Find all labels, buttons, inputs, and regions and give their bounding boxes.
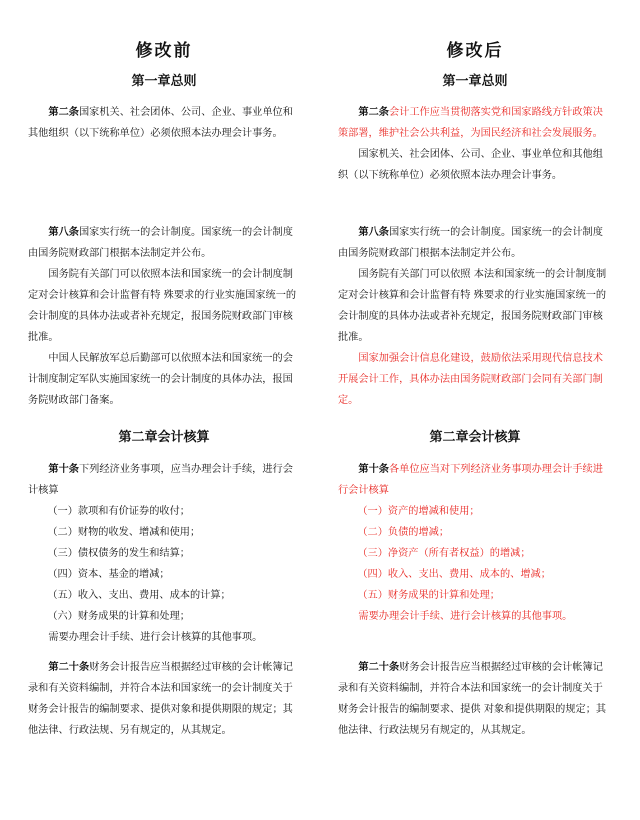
changed-text: 会计工作应当贯彻落实党和国家路线方针政策决策部署，维护社会公共利益，为国民经济和社会发展服务。 <box>338 107 603 139</box>
article-text: 国家实行统一的会计制度。国家统一的会计制度由国务院财政部门根据本法制定并公布。 <box>28 227 293 259</box>
article-label: 第十条 <box>358 463 389 475</box>
article-label: 第二十条 <box>358 661 400 673</box>
list-item: （四）资本、基金的增减； <box>47 569 170 580</box>
list-item: （二）财物的收发、增减和使用； <box>47 527 201 538</box>
changed-paragraph: 国家加强会计信息化建设，鼓励依法采用现代信息技术开展会计工作，具体办法由国务院财政部门会同有关部门制定。 <box>338 353 603 406</box>
before-article-2 <box>28 102 300 144</box>
list-item: （四）收入、支出、费用、成本的、增减； <box>357 569 551 580</box>
changed-text: 各单位应当对下列经济业务事项办理会计手续进行会计核算 <box>338 464 603 496</box>
article-text: 下列经济业务事项，应当办理会计手续，进行会计核算 <box>28 464 293 496</box>
before-article-10 <box>28 459 300 648</box>
article-paragraph: 需要办理会计手续、进行会计核算的其他事项。 <box>48 632 263 643</box>
before-chapter2-heading: 第二章会计核算 <box>118 430 210 445</box>
article-paragraph: 国家机关、社会团体、公司、企业、事业单位和其他组织（以下统称单位）必须依照本法办理会计事务。 <box>338 149 603 181</box>
after-article-20 <box>338 657 612 741</box>
article-paragraph: 中国人民解放军总后勤部可以依照本法和国家统一的会计制度制定军队实施国家统一的会计制度的具体办法，报国务院财政部门备案。 <box>28 353 293 406</box>
article-text: 财务会计报告应当根据经过审核的会计帐簿记录和有关资料编制，并符合本法和国家统一的会计制度关于财务会计报告的编制要求、提供对象和提供期限的规定；其他法律、行政法规、另有规定的，从其规定。 <box>28 662 293 736</box>
list-item: （一）资产的增减和使用； <box>357 506 480 517</box>
before-chapter1-heading: 第一章总则 <box>131 74 197 89</box>
list-item: （一）款项和有价证券的收付； <box>47 506 190 517</box>
after-article-10 <box>338 459 612 627</box>
article-label: 第十条 <box>48 463 79 475</box>
article-paragraph: 国务院有关部门可以依照本法和国家统一的会计制度制定对会计核算和会计监督有特 殊要求的行业实施国家统一的会计制度的具体办法或者补充规定，报国务院财政部门审核批准。 <box>28 269 297 343</box>
after-chapter2-heading: 第二章会计核算 <box>429 430 521 445</box>
after-article-8 <box>338 222 612 411</box>
article-text: 财务会计报告应当根据经过审核的会计帐簿记录和有关资料编制，并符合本法和国家统一的会计制度关于财务会计报告的编制要求、提供 对象和提供期限的规定；其他法律、行政法规另有规定的，从其规定。 <box>338 662 607 736</box>
list-item: （六）财务成果的计算和处理； <box>47 611 190 622</box>
list-item: （三）债权债务的发生和结算； <box>47 548 190 559</box>
before-article-20 <box>28 657 300 741</box>
article-label: 第八条 <box>358 226 389 238</box>
article-label: 第八条 <box>48 226 79 238</box>
article-paragraph: 国务院有关部门可以依照 本法和国家统一的会计制度制定对会计核算和会计监督有特 殊要求的行业实施国家统一的会计制度的具体办法或者补充规定，报国务院财政部门审核 批准。 <box>338 269 607 343</box>
changed-paragraph: 需要办理会计手续、进行会计核算的其他事项。 <box>358 611 573 622</box>
article-text: 国家机关、社会团体、公司、企业、事业单位和其他组织（以下统称单位）必须依照本法办理会计事务。 <box>28 107 293 139</box>
after-chapter1-heading: 第一章总则 <box>442 74 508 89</box>
list-item: （二）负债的增减； <box>357 527 450 538</box>
list-item: （三）净资产（所有者权益）的增减； <box>357 548 531 559</box>
before-title: 修改前 <box>135 41 193 61</box>
article-label: 第二十条 <box>48 661 90 673</box>
after-article-2 <box>338 102 612 186</box>
after-title: 修改后 <box>446 41 504 61</box>
before-article-8 <box>28 222 300 411</box>
list-item: （五）收入、支出、费用、成本的计算； <box>47 590 231 601</box>
article-text: 国家实行统一的会计制度。国家统一的会计制度由国务院财政部门根据本法制定并公布。 <box>338 227 603 259</box>
list-item: （五）财务成果的计算和处理； <box>357 590 500 601</box>
article-label: 第二条 <box>358 106 389 118</box>
article-label: 第二条 <box>48 106 79 118</box>
